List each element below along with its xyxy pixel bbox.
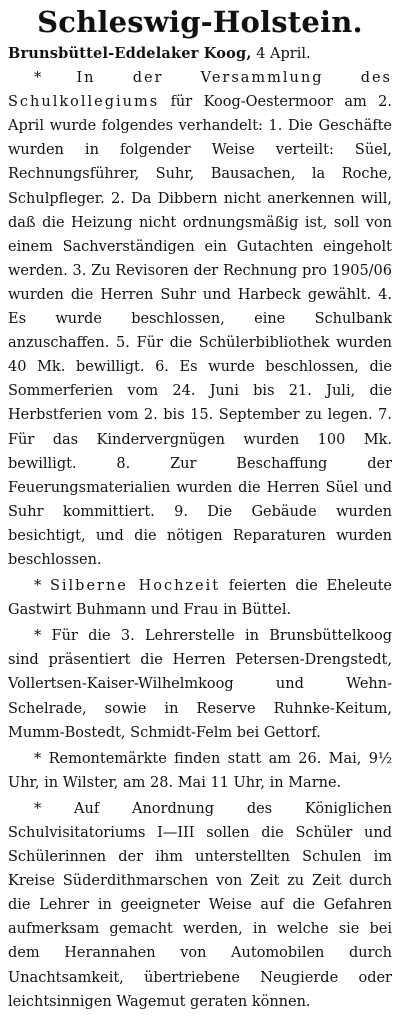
article-school-board-lead: In der Versammlung des Schulkollegiums xyxy=(8,70,392,111)
dateline-date: 4 April. xyxy=(256,46,311,62)
article-school-board: * In der Versammlung des Schulkollegiums für Koog-Oestermoor am 2. April wurde folgendes verhandelt: 1. Die Geschäfte wurden in folgender Weise verteilt: Süel, Rechnungsführer, Suhr, Bausachen, la Roche, Schulpfleger. 2. Da Dibbern nicht anerkennen will, daß die Heizung nicht ordnungsmäßig ist, soll von einem Sachverständigen ein Gutachten eingeholt werden. 3. Zu Revisoren der Rechnung pro 1905/06 wurden die Herren Suhr und Harbeck gewählt. 4. Es wurde beschlossen, eine Schulbank anzuschaffen. 5. Für die Schülerbibliothek wurden 40 Mk. bewilligt. 6. Es wurde beschlossen, die Sommerferien vom 24. Juni bis 21. Juli, die Herbstferien vom 2. bis 15. September zu legen. 7. Für das Kindervergnügen wurden 100 Mk. bewilligt. 8. Zur Beschaffung der Feuerungsmaterialien wurden die Herren Süel und Suhr kommittiert. 9. Die Gebäude wurden besichtigt, und die nötigen Reparaturen wurden beschlossen. xyxy=(8,70,392,568)
article-automobile-warning: * Auf Anordnung des Königlichen Schulvisitatoriums I—III sollen die Schüler und Schülerinnen der ihm unterstellten Schulen im Kreise Süderdithmarschen von Zeit zu Zeit durch die Lehrer in geeigneter Weise auf die Gefahren aufmerksam gemacht werden, in welche sie bei dem Herannahen von Automobilen durch Unachtsamkeit, übertriebene Neugierde oder leichtsinnigen Wagemut geraten können. xyxy=(8,800,392,1010)
article-teacher-post-body: Für die 3. Lehrerstelle in Brunsbüttelkoog sind präsentiert die Herren Petersen-Drengstedt, Vollertsen-Kaiser-Wilhelmkoog und Wehn-Schelrade, sowie in Reserve Ruhnke-Keitum, Mumm-Bostedt, Schmidt-Felm bei Gettorf. xyxy=(8,628,392,741)
dateline xyxy=(8,42,392,66)
article-school-board-body: für Koog-Oestermoor am 2. April wurde folgendes verhandelt: 1. Die Geschäfte wurden in folgender Weise verteilt: Süel, Rechnungsführer, Suhr, Bausachen, la Roche, Schulpfleger. 2. Da Dibbern nicht anerkennen will, daß die Heizung nicht ordnungsmäßig ist, soll von einem Sachverständigen ein Gutachten eingeholt werden. 3. Zu Revisoren der Rechnung pro 1905/06 wurden die Herren Suhr und Harbeck gewählt. 4. Es wurde beschlossen, eine Schulbank anzuschaffen. 5. Für die Schülerbibliothek wurden 40 Mk. bewilligt. 6. Es wurde beschlossen, die Sommerferien vom 24. Juni bis 21. Juli, die Herbstferien vom 2. bis 15. September zu legen. 7. Für das Kindervergnügen wurden 100 Mk. bewilligt. 8. Zur Beschaffung der Feuerungsmaterialien wurden die Herren Süel und Suhr kommittiert. 9. Die Gebäude wurden besichtigt, und die nötigen Reparaturen wurden beschlossen. xyxy=(8,94,392,568)
article-silver-wedding-lead: Silberne Hochzeit xyxy=(49,578,221,595)
article-horse-markets: * Remontemärkte finden statt am 26. Mai, 9½ Uhr, in Wilster, am 28. Mai 11 Uhr, in Marne. xyxy=(8,750,392,791)
article-automobile-warning-body: Auf Anordnung des Königlichen Schulvisitatoriums I—III sollen die Schüler und Schülerinnen der ihm unterstellten Schulen im Kreise Süderdithmarschen von Zeit zu Zeit durch die Lehrer in geeigneter Weise auf die Gefahren aufmerksam gemacht werden, in welche sie bei dem Herannahen von Automobilen durch Unachtsamkeit, übertriebene Neugierde oder leichtsinnigen Wagemut geraten können. xyxy=(8,800,392,1010)
article-horse-markets-body: Remontemärkte finden statt am 26. Mai, 9½ Uhr, in Wilster, am 28. Mai 11 Uhr, in Marne. xyxy=(8,750,392,791)
article-silver-wedding: * Silberne Hochzeit feierten die Eheleute Gastwirt Buhmann und Frau in Büttel. xyxy=(8,578,392,619)
dateline-place: Brunsbüttel-Eddelaker Koog, xyxy=(8,45,252,62)
article-teacher-post: * Für die 3. Lehrerstelle in Brunsbüttelkoog sind präsentiert die Herren Petersen-Drengstedt, Vollertsen-Kaiser-Wilhelmkoog und Wehn-Schelrade, sowie in Reserve Ruhnke-Keitum, Mumm-Bostedt, Schmidt-Felm bei Gettorf. xyxy=(8,628,392,741)
section-headline: Schleswig-Holstein. xyxy=(37,5,363,39)
article-silver-wedding-body: feierten die Eheleute Gastwirt Buhmann und Frau in Büttel. xyxy=(8,578,392,619)
